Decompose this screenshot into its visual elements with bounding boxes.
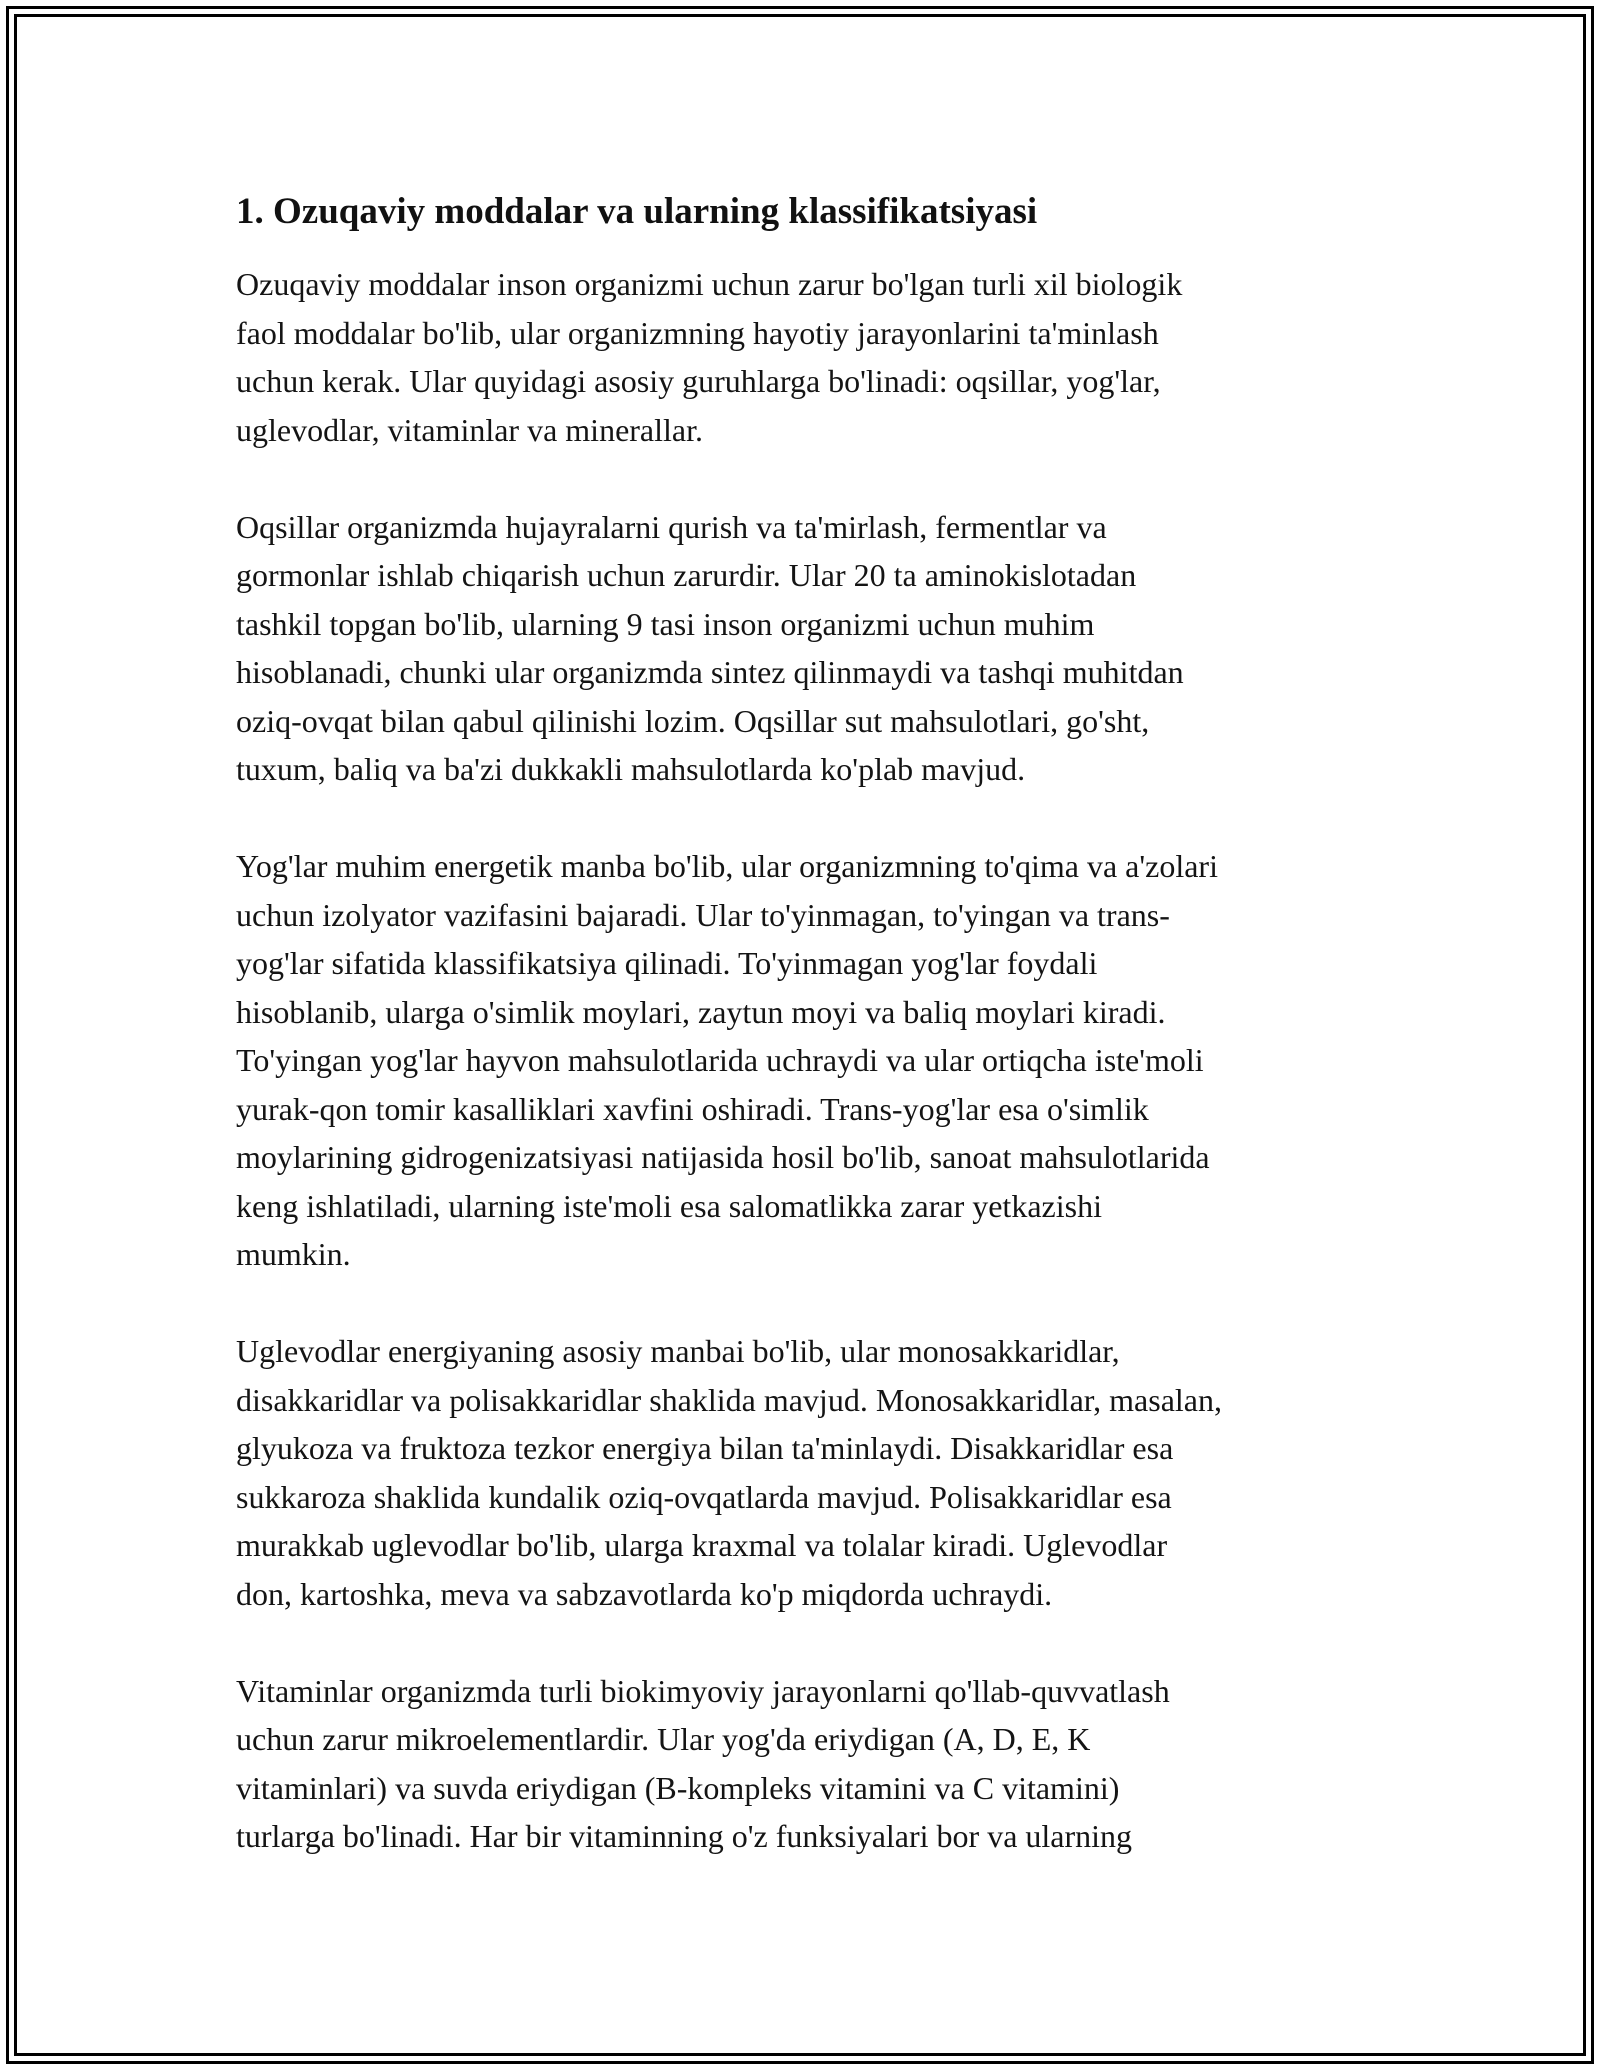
document-body — [236, 186, 1366, 1861]
paragraph-carbohydrates: Uglevodlar energiyaning asosiy manbai bo'lib, ular monosakkaridlar, disakkaridlar va polisakkaridlar shaklida mavjud. Monosakkaridlar, masalan, glyukoza va fruktoza tezkor energiya bilan ta'minlaydi. Disakkaridlar esa sukkaroza shaklida kundalik oziq-ovqatlarda mavjud. Polisakkaridlar esa murakkab uglevodlar bo'lib, ularga kraxmal va tolalar kiradi. Uglevodlar don, kartoshka, meva va sabzavotlarda ko'p miqdorda uchraydi. — [236, 1333, 1222, 1612]
paragraph-proteins: Oqsillar organizmda hujayralarni qurish va ta'mirlash, fermentlar va gormonlar ishlab chiqarish uchun zarurdir. Ular 20 ta aminokislotadan tashkil topgan bo'lib, ularning 9 tasi inson organizmi uchun muhim hisoblanadi, chunki ular organizmda sintez qilinmaydi va tashqi muhitdan oziq-ovqat bilan qabul qilinishi lozim. Oqsillar sut mahsulotlari, go'sht, tuxum, baliq va ba'zi dukkakli mahsulotlarda ko'plab mavjud. — [236, 508, 1184, 787]
section-heading: 1. Ozuqaviy moddalar va ularning klassifikatsiyasi — [236, 191, 1038, 232]
paragraph-vitamins: Vitaminlar organizmda turli biokimyoviy jarayonlarni qo'llab-quvvatlash uchun zarur mikroelementlardir. Ular yog'da eriydigan (A, D, E, K vitaminlari) va suvda eriydigan (B-kompleks vitamini va C vitamini) turlarga bo'linadi. Har bir vitaminning o'z funksiyalari bor va ularning — [236, 1672, 1170, 1854]
paragraph-fats: Yog'lar muhim energetik manba bo'lib, ular organizmning to'qima va a'zolari uchun izolyator vazifasini bajaradi. Ular to'yinmagan, to'yingan va trans- yog'lar sifatida klassifikatsiya qilinadi. To'yinmagan yog'lar foydali hisoblanib, ularga o'simlik moylari, zaytun moyi va baliq moylari kiradi. To'yingan yog'lar hayvon mahsulotlarida uchraydi va ular ortiqcha iste'moli yurak-qon tomir kasalliklari xavfini oshiradi. Trans-yog'lar esa o'simlik moylarining gidrogenizatsiyasi natijasida hosil bo'lib, sanoat mahsulotlarida keng ishlatiladi, ularning iste'moli esa salomatlikka zarar yetkazishi mumkin. — [236, 848, 1218, 1272]
paragraph-intro: Ozuqaviy moddalar inson organizmi uchun zarur bo'lgan turli xil biologik faol moddalar bo'lib, ular organizmning hayotiy jarayonlarini ta'minlash uchun kerak. Ular quyidagi asosiy guruhlarga bo'linadi: oqsillar, yog'lar, uglevodlar, vitaminlar va minerallar. — [236, 266, 1183, 448]
